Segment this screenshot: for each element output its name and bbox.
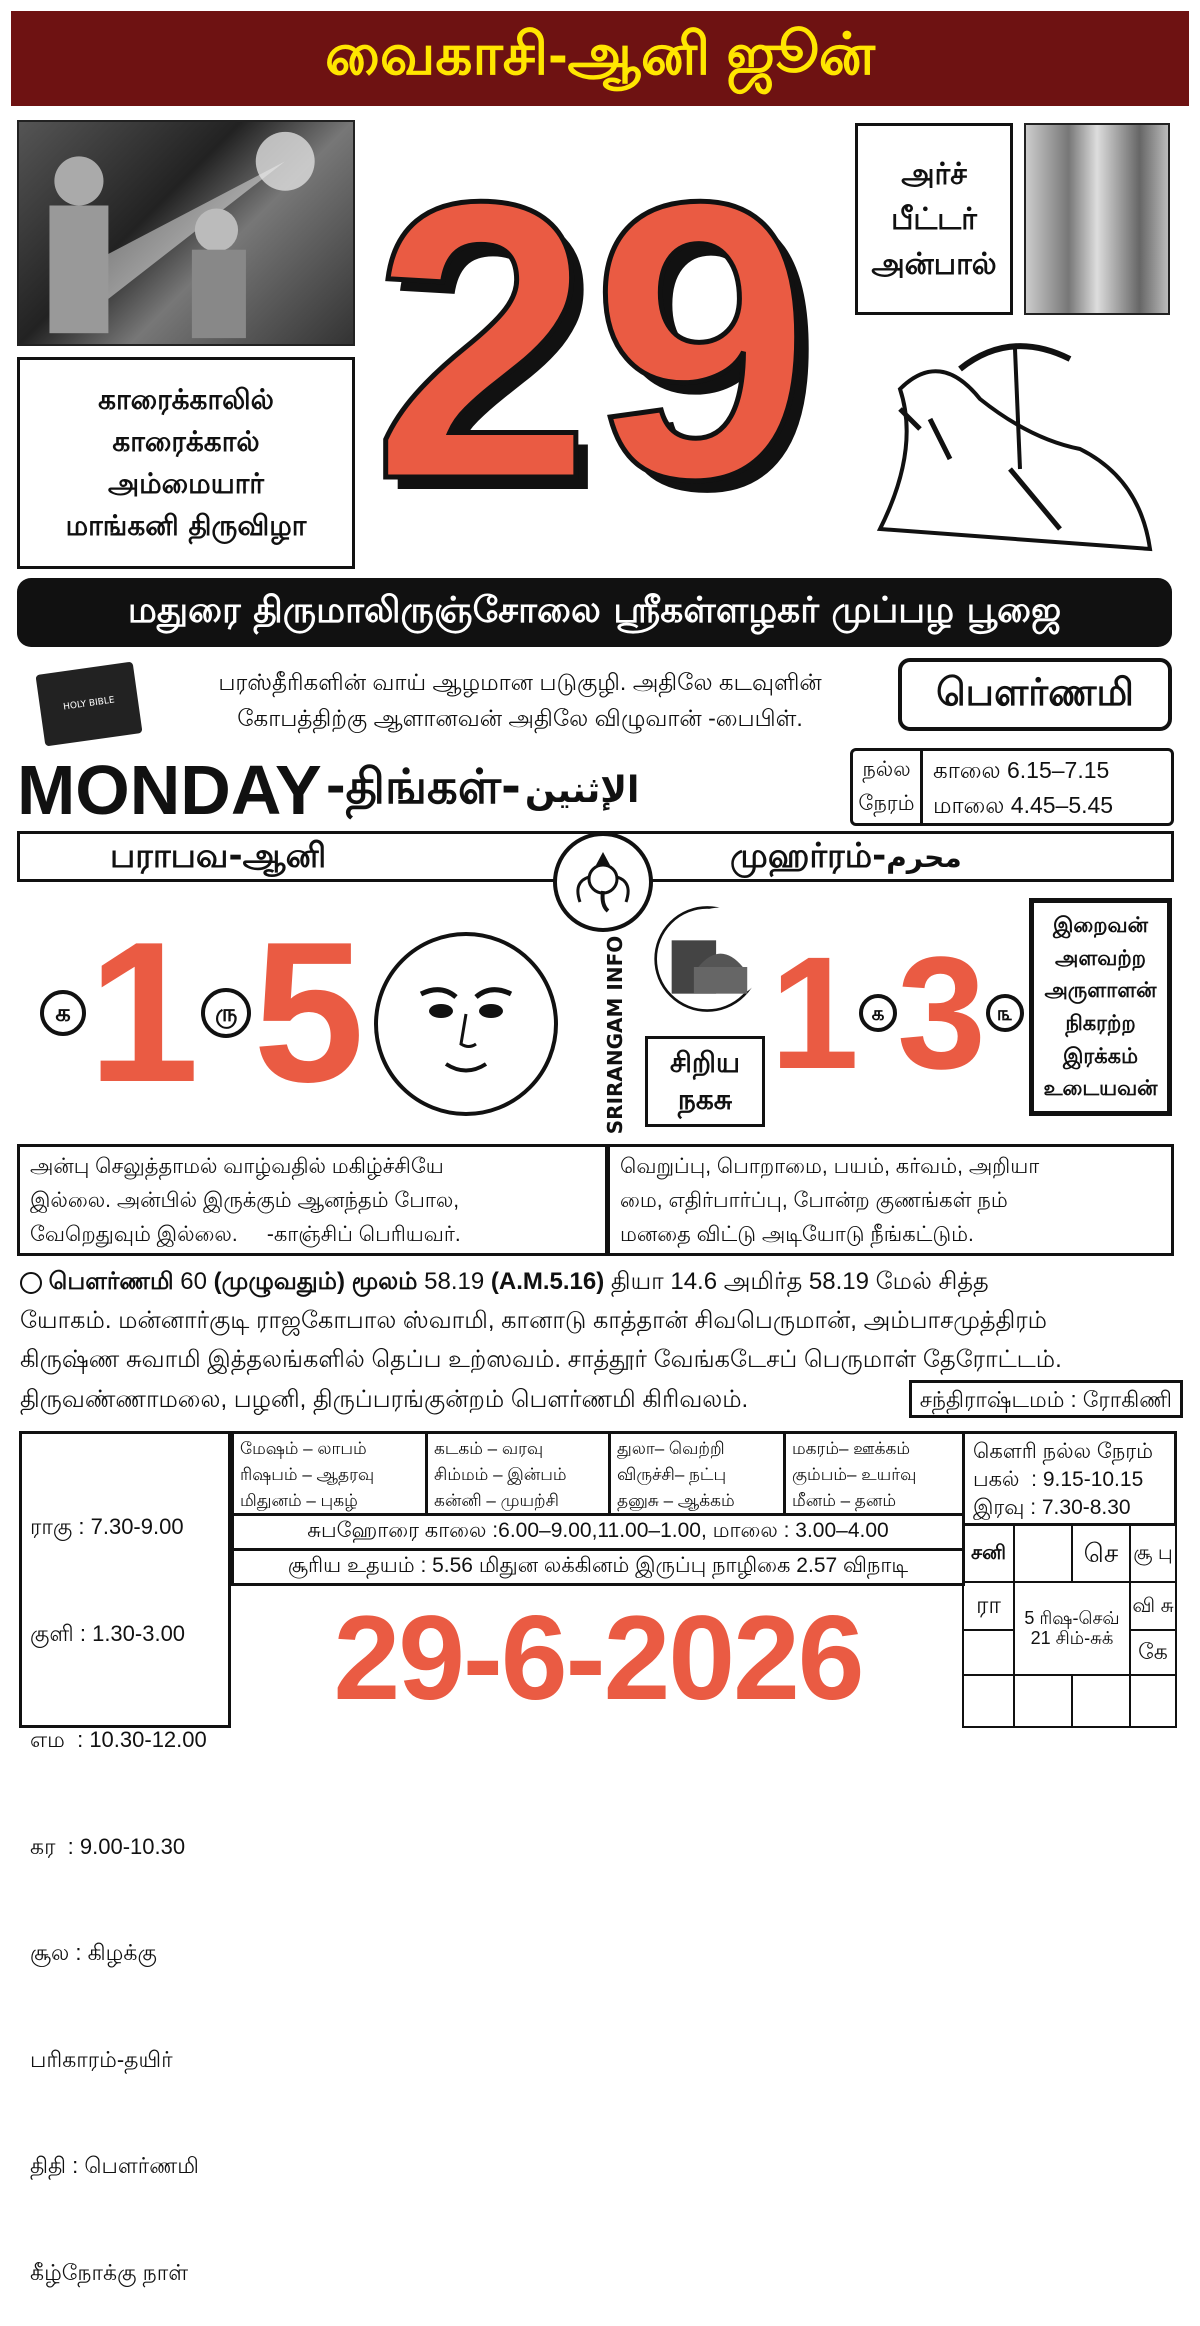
chart-cell xyxy=(1013,1523,1073,1583)
quote-line: மை, எதிர்பார்ப்பு, போன்ற குணங்கள் நம் xyxy=(620,1189,1008,1212)
festival-line: அம்மையார் xyxy=(108,467,264,500)
islamic-quote-box xyxy=(1029,898,1172,1116)
left-quote xyxy=(30,1150,595,1252)
festival-line: காரைக்காலில் xyxy=(98,383,274,416)
islamic-label-line: நகசு xyxy=(677,1082,733,1116)
weekday-arabic: الإثنين xyxy=(524,769,640,811)
chandrashtamam-box xyxy=(909,1380,1183,1418)
chart-cell xyxy=(962,1629,1015,1676)
weekday-tamil: -திங்கள்- xyxy=(325,759,521,815)
nakshatra-value: 58.19 xyxy=(417,1268,491,1295)
tamil-year-month: பராபவ-ஆனி xyxy=(110,836,327,876)
sunrise-text: சூரிய உதயம் : 5.56 மிதுன லக்கினம் இருப்பு நாழிகை 2.57 விநாடி xyxy=(287,1554,909,1577)
islamic-quote-line: அருளாளன் xyxy=(1044,978,1157,1003)
chart-center-line: 21 சிம்-சுக் xyxy=(1030,1627,1114,1648)
timing-thithi: திதி : பௌர்ணமி xyxy=(30,2153,199,2178)
islamic-month-tamil: முஹர்ரம்- xyxy=(730,836,887,876)
panchang-line-3: கிருஷ்ண சுவாமி இத்தலங்களில் தெப்ப உற்ஸவம். சாத்தூர் வேங்கடேசப் பெருமாள் தேரோட்டம். xyxy=(20,1346,1062,1373)
festival-line: காரைக்கால் xyxy=(112,425,260,458)
timings-box xyxy=(19,1431,231,2285)
rasi-item: கன்னி – முயற்சி xyxy=(434,1491,559,1510)
panchang-line-4-row xyxy=(20,1379,1180,1419)
rasi-col-4 xyxy=(783,1431,965,1516)
tamil-date xyxy=(40,893,370,1133)
gowri-title: கௌரி நல்ல நேரம் xyxy=(973,1440,1153,1463)
tamil-date-letter-left: க xyxy=(40,990,86,1036)
gowri-night: இரவு : 7.30-8.30 xyxy=(973,1496,1131,1519)
chart-cell: சூ பு xyxy=(1129,1523,1177,1583)
ganesha-icon xyxy=(553,832,653,932)
rasi-item: ரிஷபம் – ஆதரவு xyxy=(240,1465,375,1484)
horse-rider-image xyxy=(860,329,1166,564)
islamic-date xyxy=(770,893,1026,1133)
saint-line: அர்ச் xyxy=(901,156,967,192)
timing-rahu: ராகு : 7.30-9.00 xyxy=(30,1514,184,1539)
bible-book-label: HOLY BIBLE xyxy=(62,695,116,713)
pournami-box xyxy=(898,658,1172,731)
nalla-neram-box xyxy=(850,748,1174,826)
timing-karanam: கர : 9.00-10.30 xyxy=(30,1833,186,1859)
saint-line: பீட்டர் xyxy=(891,201,977,237)
quote-line: வேறெதுவும் இல்லை. -காஞ்சிப் பெரியவர். xyxy=(30,1223,461,1246)
quote-line: அன்பு செலுத்தாமல் வாழ்வதில் மகிழ்ச்சியே xyxy=(30,1155,444,1178)
rasi-item: மீனம் – தனம் xyxy=(792,1491,897,1510)
header-title: வைகாசி-ஆனி ஜூன் xyxy=(325,22,875,87)
bible-quote xyxy=(160,664,880,736)
rasi-item: கும்பம்– உயர்வு xyxy=(792,1465,917,1484)
islamic-quote-line: இறைவன் xyxy=(1052,913,1149,938)
nalla-neram-times xyxy=(933,753,1113,823)
label-neram: நேரம் xyxy=(858,792,915,815)
pournami-label: பௌர்ணமி xyxy=(936,669,1134,714)
festival-line: மாங்கனி திருவிழா xyxy=(65,509,307,542)
tamil-date-digit-1: 1 xyxy=(88,901,200,1124)
islamic-date-digit-1: 1 xyxy=(770,923,859,1102)
header-bar xyxy=(11,11,1189,106)
rasi-item: தனுசு – ஆக்கம் xyxy=(617,1491,735,1510)
chart-cell xyxy=(1013,1674,1073,1728)
quote-line: இல்லை. அன்பில் இருக்கும் ஆனந்தம் போல, xyxy=(30,1189,460,1212)
islamic-quote-line: நிகரற்ற xyxy=(1065,1011,1136,1035)
panchang-paragraph xyxy=(20,1262,1180,1419)
rasi-item: விருச்சி– நட்பு xyxy=(617,1465,727,1484)
saint-line: அன்பால் xyxy=(871,246,997,282)
timing-pariharam: பரிகாரம்-தயிர் xyxy=(30,2046,173,2072)
rasi-item: சிம்மம் – இன்பம் xyxy=(434,1465,567,1484)
morning-time: காலை 6.15–7.15 xyxy=(933,757,1110,783)
chart-cell: ரா xyxy=(962,1581,1015,1631)
timing-keezhnokku: கீழ்நோக்கு நாள் xyxy=(30,2259,189,2285)
islamic-month xyxy=(730,836,962,880)
islamic-date-letter-left: ௧ xyxy=(859,994,897,1032)
watermark: SRIRANGAM INFO xyxy=(603,935,627,1135)
mosque-icon xyxy=(645,898,765,1020)
timing-soolam: சூல : கிழக்கு xyxy=(30,1940,157,1965)
islamic-date-letter-right: ௩ xyxy=(986,994,1024,1032)
bible-icon xyxy=(35,662,142,747)
subha-horai xyxy=(231,1513,965,1551)
islamic-date-digit-2: 3 xyxy=(896,923,986,1102)
rasi-col-1 xyxy=(231,1431,428,1516)
panchang-line-4: திருவண்ணாமலை, பழனி, திருப்பரங்குன்றம் பௌர்ணமி கிரிவலம். xyxy=(20,1385,749,1413)
islamic-label-box xyxy=(645,1036,765,1127)
chart-cell: கே xyxy=(1129,1629,1177,1676)
rasi-col-2 xyxy=(425,1431,611,1516)
full-date: 29-6-2026 xyxy=(333,1591,863,1725)
timing-kuligai: குளி : 1.30-3.00 xyxy=(30,1620,186,1646)
chart-center xyxy=(1013,1581,1131,1676)
chart-cell: வி சு xyxy=(1129,1581,1177,1631)
rasi-item: கடகம் – வரவு xyxy=(434,1439,544,1458)
tithi-name: பௌர்ணமி xyxy=(48,1268,174,1295)
label-nalla: நல்ல xyxy=(862,758,911,781)
festival-box xyxy=(17,357,355,569)
event-banner xyxy=(17,578,1172,647)
subha-horai-text: சுபஹோரை காலை :6.00–9.00,11.00–1.00, மாலை : 3.00–4.00 xyxy=(307,1519,889,1542)
chart-cell xyxy=(1129,1674,1177,1728)
weekday-english: MONDAY xyxy=(17,751,322,829)
tamil-date-digit-2: 5 xyxy=(253,901,365,1124)
chandrashtamam: சந்திராஷ்டமம் : ரோகிணி xyxy=(919,1386,1172,1412)
saints-image xyxy=(1024,123,1170,315)
islamic-label-line: சிறிய xyxy=(669,1046,741,1080)
rasi-col-3 xyxy=(608,1431,786,1516)
panchang-line-1 xyxy=(20,1262,1180,1301)
rasi-item: துலா– வெற்றி xyxy=(617,1439,725,1458)
event-banner-text: மதுரை திருமாலிருஞ்சோலை ஸ்ரீகள்ளழகர் முப்பழ பூஜை xyxy=(127,589,1062,631)
chart-center-line: 5 ரிஷ-செவ் xyxy=(1024,1607,1120,1628)
gowri-box xyxy=(962,1431,1177,1526)
moon-circle-icon xyxy=(20,1272,42,1294)
sunrise xyxy=(231,1548,965,1586)
weekday-line xyxy=(17,750,842,830)
islamic-quote-line: அளவற்ற xyxy=(1055,945,1146,970)
nalla-neram-label xyxy=(853,751,923,823)
tithi-value: 60 xyxy=(173,1268,214,1295)
panchang-line-2: யோகம். மன்னார்குடி ராஜகோபால ஸ்வாமி, கானாடு காத்தான் சிவபெருமான், அம்பாசமுத்திரம் xyxy=(20,1307,1047,1334)
tamil-date-letter-right: ரு xyxy=(201,988,251,1038)
chart-cell xyxy=(962,1674,1015,1728)
gowri-day: பகல் : 9.15-10.15 xyxy=(973,1468,1144,1491)
chart-cell xyxy=(1071,1674,1131,1728)
big-day-number: 29 xyxy=(372,119,812,561)
chart-cell: செ xyxy=(1071,1523,1131,1583)
islamic-quote-line: இரக்கம் xyxy=(1062,1043,1139,1068)
islamic-month-arabic: محرم xyxy=(886,841,962,874)
yogam-text: தியா 14.6 அமிர்த 58.19 மேல் சித்த xyxy=(604,1268,989,1295)
nakshatra-time: (A.M.5.16) xyxy=(490,1268,605,1295)
quote-divider xyxy=(605,1147,610,1253)
rasi-item: மகரம்– ஊக்கம் xyxy=(792,1439,911,1458)
chart-cell: சனி xyxy=(962,1523,1015,1583)
bible-quote-line: கோபத்திற்கு ஆளானவன் அதிலே விழுவான் -பைபிள். xyxy=(237,705,803,731)
right-quote xyxy=(620,1150,1168,1252)
nakshatra-name: (முழுவதும்) மூலம் xyxy=(213,1268,418,1295)
timing-emagandam: எம : 10.30-12.00 xyxy=(30,1727,207,1752)
quotes-box xyxy=(17,1144,1174,1256)
islamic-quote-line: உடையவன் xyxy=(1043,1076,1158,1101)
rasi-item: மேஷம் – லாபம் xyxy=(240,1439,367,1458)
full-moon-face-icon xyxy=(374,932,558,1116)
karaikal-ammaiyar-image xyxy=(17,120,355,346)
quote-line: வெறுப்பு, பொறாமை, பயம், கர்வம், அறியா xyxy=(620,1155,1040,1178)
saint-box xyxy=(855,123,1013,315)
bible-quote-line: பரஸ்தீரிகளின் வாய் ஆழமான படுகுழி. அதிலே கடவுளின் xyxy=(218,669,822,695)
quote-line: மனதை விட்டு அடியோடு நீங்கட்டும். xyxy=(620,1223,974,1246)
evening-time: மாலை 4.45–5.45 xyxy=(933,792,1114,818)
rasi-item: மிதுனம் – புகழ் xyxy=(240,1491,358,1510)
